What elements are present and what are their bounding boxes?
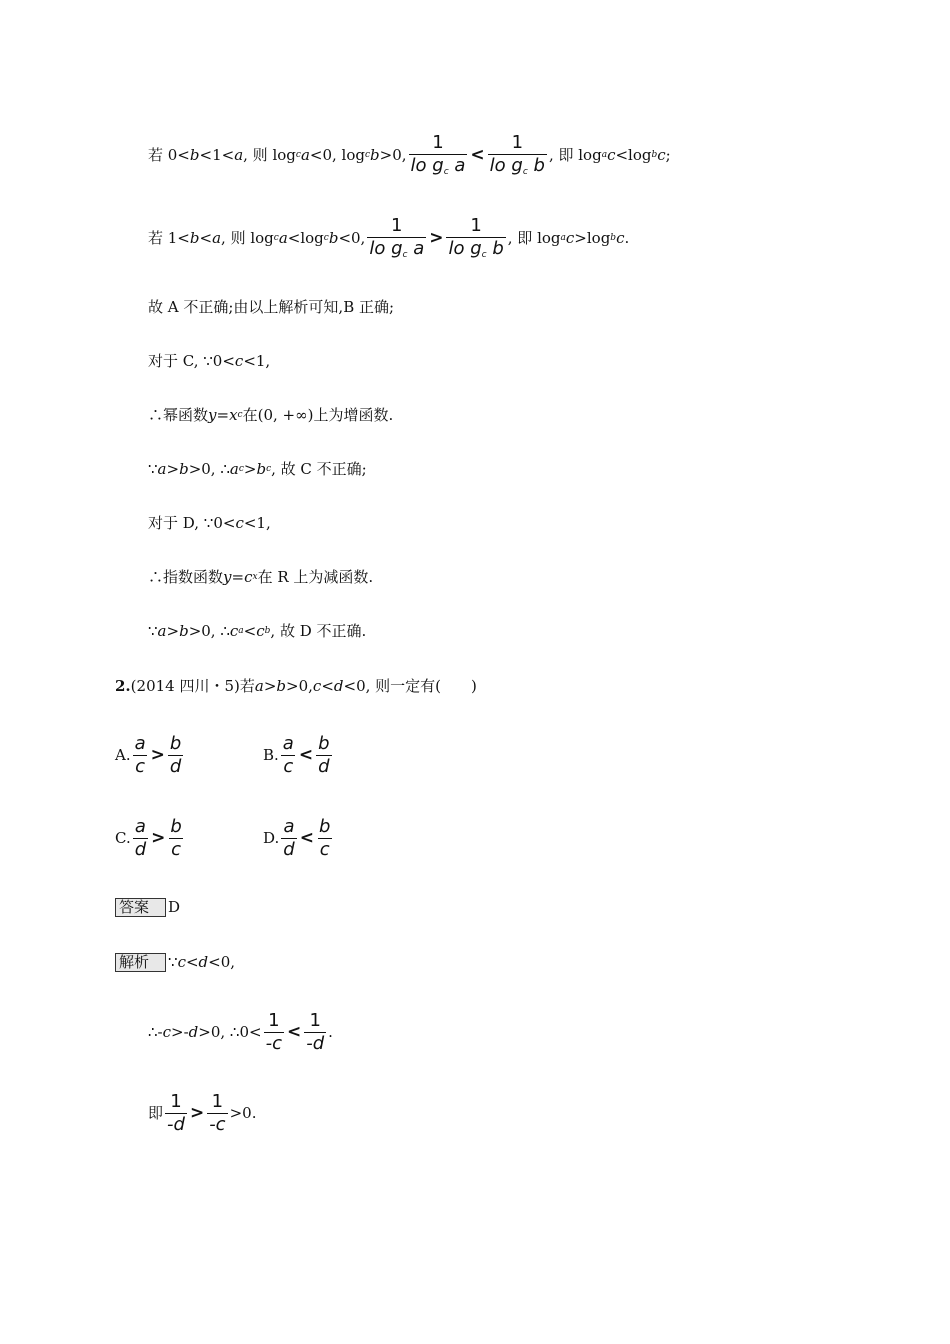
subscript: c bbox=[364, 150, 371, 160]
var-c: c bbox=[657, 146, 666, 164]
option-c[interactable]: C. $\frac{a}{d}$ > $\frac{b}{c}$ bbox=[115, 816, 182, 860]
answer-label: 答案 bbox=[115, 898, 166, 917]
text: <1< bbox=[199, 146, 235, 164]
option-b[interactable]: B. $\frac{a}{c}$ < $\frac{b}{d}$ bbox=[263, 733, 330, 777]
analysis-step-1: ∴- c >- d >0, ∴0< $\frac{1}{-c}$ < $\frac{1}{-d}$ . bbox=[148, 1010, 333, 1054]
var-b: b bbox=[370, 146, 380, 164]
text: ; bbox=[665, 146, 671, 164]
text: <log bbox=[615, 146, 652, 164]
fraction-1-log-c-b: $\frac{1}{lo g_c b}$ bbox=[448, 215, 504, 260]
text: , 则 log bbox=[243, 146, 296, 164]
solution-line-9: ∵ a > b >0, ∴ c a < c b , 故 D 不正确. bbox=[148, 622, 367, 640]
solution-line-2: 若 1< b < a , 则 log c a <log c b <0, $\frac{1}{lo g_c a}$ > $\frac{1}{lo g_c b}$ , 即 log a c >log b c . bbox=[148, 215, 630, 260]
subscript: c bbox=[295, 150, 301, 160]
text: 若 1< bbox=[148, 229, 190, 247]
solution-line-6: ∵ a > b >0, ∴ a c > b c , 故 C 不正确; bbox=[148, 460, 367, 478]
fraction-1-log-c-a: $\frac{1}{lo g_c a}$ bbox=[410, 132, 466, 177]
var-a: a bbox=[234, 146, 244, 164]
analysis-label: 解析 bbox=[115, 953, 166, 972]
fraction-1-log-c-a: $\frac{1}{lo g_c a}$ bbox=[369, 215, 425, 260]
solution-line-4: 对于 C, ∵0< c <1, bbox=[148, 352, 271, 370]
relation-sign: < bbox=[470, 145, 485, 165]
option-a[interactable]: A. $\frac{a}{c}$ > $\frac{b}{d}$ bbox=[115, 733, 182, 777]
text: <0, log bbox=[309, 146, 365, 164]
text: 故 A 不正确;由以上解析可知,B 正确; bbox=[148, 298, 395, 316]
var-a: a bbox=[300, 146, 310, 164]
subscript: a bbox=[601, 150, 608, 160]
answer-value: D bbox=[168, 898, 181, 916]
text: >0, bbox=[379, 146, 407, 164]
analysis-step-2: 即 $\frac{1}{-d}$ > $\frac{1}{-c}$ >0. bbox=[148, 1091, 257, 1135]
analysis-line: 解析 ∵ c < d <0, bbox=[115, 953, 235, 972]
relation-sign: > bbox=[429, 228, 444, 248]
solution-line-5: ∴幂函数 y = x c 在(0, +∞)上为增函数. bbox=[148, 406, 394, 424]
solution-line-3 bbox=[148, 300, 394, 315]
var-c: c bbox=[607, 146, 616, 164]
question-number: 2. bbox=[115, 677, 131, 695]
text: , 即 log bbox=[548, 146, 602, 164]
solution-line-1 bbox=[148, 134, 671, 177]
option-d[interactable]: D. $\frac{a}{d}$ < $\frac{b}{c}$ bbox=[263, 816, 331, 860]
subscript: b bbox=[651, 150, 658, 160]
fraction-1-log-c-b: $\frac{1}{lo g_c b}$ bbox=[489, 132, 545, 177]
question-2: 2. (2014 四川・5)若 a > b >0, c < d <0, 则一定有( ) bbox=[115, 677, 477, 695]
solution-line-8: ∴指数函数 y = c x 在 R 上为减函数. bbox=[148, 568, 374, 586]
var-b: b bbox=[189, 146, 200, 164]
solution-line-7: 对于 D, ∵0< c <1, bbox=[148, 514, 271, 532]
text: 若 0< bbox=[148, 146, 190, 164]
answer-line bbox=[115, 898, 180, 917]
